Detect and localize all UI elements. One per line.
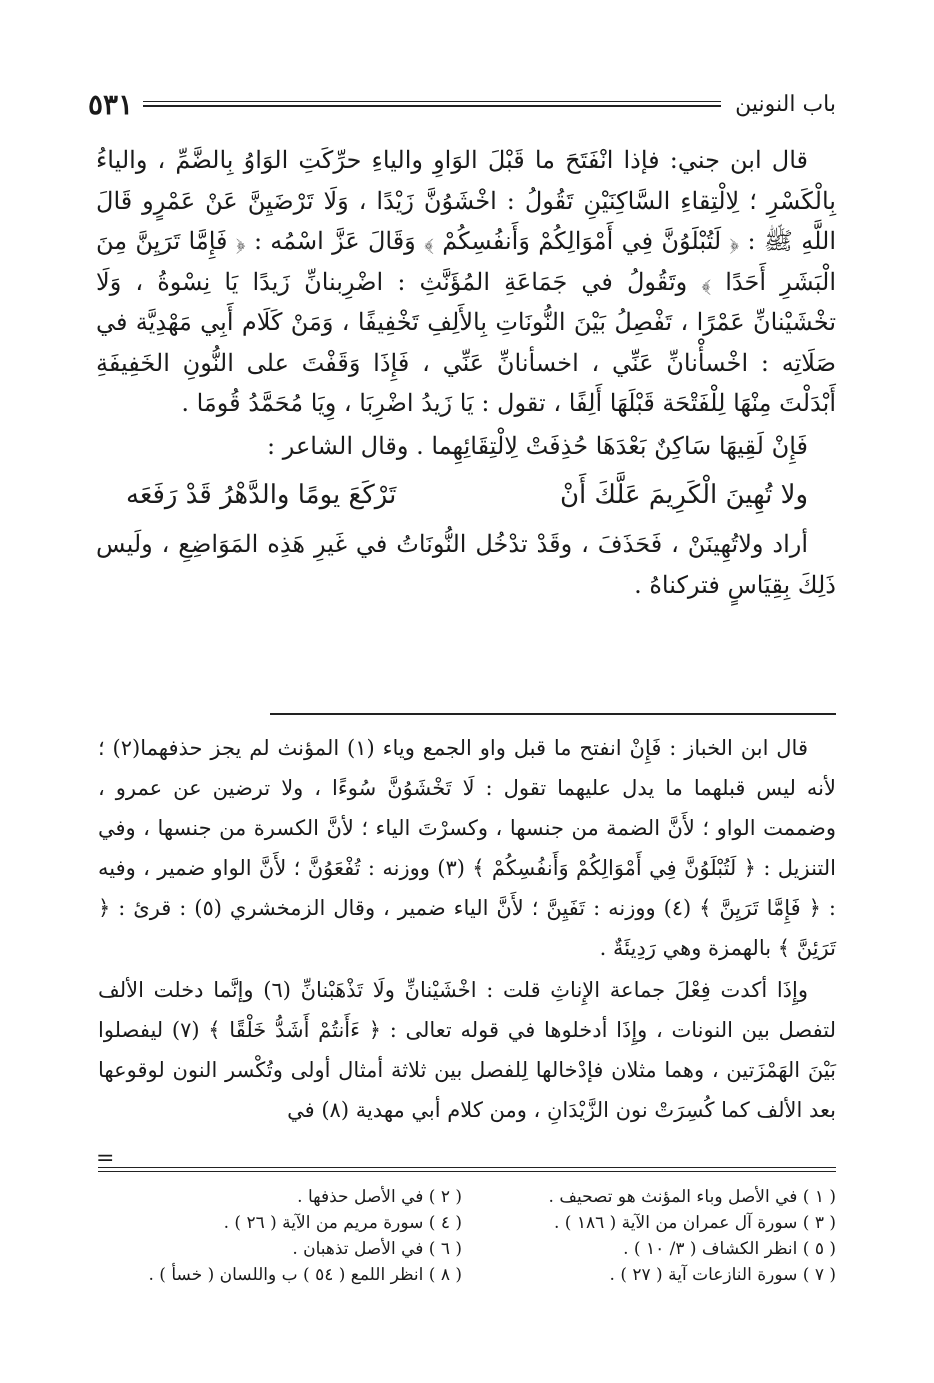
footnote-1: ( ١ ) في الأصل وباء المؤنث هو تصحيف . [548, 1187, 836, 1207]
commentary-paragraph-1: قال ابن الخباز : فَإِنْ انفتح ما قبل واو الجمع وياء (١) المؤنث لم يجز حذفهما(٢) ؛ لأنه ليس قبلهما ما يدل عليهما تقول : لَا تَخْشَوُنَّ سُوءًا ، ولا ترضين عن عمرو ، وضممت الواو ؛ لأَنَّ الضمة من جنسها ، وكسرْتَ الياء ؛ لأنَّ الكسرة من جنسها ، وفي التنزيل : ﴿ لَتُبْلَوُنَّ فِي أَمْوَالِكُمْ وَأَنفُسِكُمْ ﴾ (٣) ووزنه : تُفْعَوُنَّ ؛ لأَنَّ الواو ضمير ، وفيه : ﴿ فَإِمَّا تَرَيِنَّ ﴾ (٤) ووزنه : تَفَيِنَّ ؛ لأَنَّ الياء ضمير ، وقال الزمخشري (٥) : قرئ : ﴿ تَرَئِنَّ ﴾ بالهمزة وهي رَدِيئَةٌ . [98, 736, 836, 960]
page-number: ٥٣١ [88, 87, 134, 121]
verse-first-hemistich: ولا تُهِينَ الْكَرِيمَ عَلَّكَ أَنْ [559, 480, 808, 510]
footnote-3: ( ٣ ) سورة آل عمران من الآية ( ١٨٦ ) . [553, 1213, 836, 1233]
footnote-divider [98, 1167, 836, 1172]
commentary-paragraph-2: وإِذَا أكدت فِعْلَ جماعة الإِناثِ قلت : اخْشَيْنانِّ ولَا تَذْهَبْنانِّ (٦) وإنَّما دخلت الألف لتفصل بين النونات ، وإِذَا أدخلوها في قوله تعالى : ﴿ ءَأَنتُمْ أَشَدُّ خَلْقًا ﴾ (٧) ليفصلوا بَيْنَ الهَمْزَتين ، وهما مثلان فإدْخالها لِلفصل بين ثلاثة أمثال أولى وتُكْسر النون لوقوعها بعد الألف كما كُسِرَتْ نون الزَّيْدَانِ ، ومن كلام أبي مهدية (٨) في [98, 978, 836, 1122]
poetry-verse [96, 468, 836, 522]
continuation-mark: = [96, 1146, 115, 1171]
commentary-text [98, 728, 836, 1130]
main-text [96, 140, 836, 605]
footnote-4: ( ٤ ) سورة مريم من الآية ( ٢٦ ) . [223, 1213, 462, 1233]
footnote-5: ( ٥ ) انظر الكشاف ( ٣/ ١٠ ) . [623, 1239, 836, 1259]
running-header [88, 84, 836, 124]
footnote-2: ( ٢ ) في الأصل حذفها . [297, 1187, 462, 1207]
header-rule [143, 101, 721, 107]
footnotes [108, 1186, 836, 1286]
footnote-8: ( ٨ ) انظر اللمع ( ٥٤ ) ب واللسان ( خسأ ) . [148, 1265, 462, 1285]
verse-second-hemistich: تَرْكَعَ يومًا والدَّهْرُ قَدْ رَفَعَه [126, 480, 397, 510]
footnote-6: ( ٦ ) في الأصل تذهبان . [292, 1239, 462, 1259]
section-divider [270, 713, 836, 715]
main-paragraph-3: أراد ولاتُهِينَنْ ، فَحَذَفَ ، وقَدْ تدْخُل النُّونَاتُ في غَيرِ هَذِه المَوَاضِعِ ، ولَيس ذَلِكَ بِقِيَاسٍ فتركناهُ . [96, 530, 836, 599]
main-paragraph-2: فَإِنْ لَقِيهَا سَاكِنٌ بَعْدَهَا حُذِفَتْ لِالْتِقَائِهِما . وقال الشاعر : [267, 431, 808, 460]
chapter-title: باب النونين [735, 91, 836, 117]
main-paragraph-1: قال ابن جني: فإذا انْفَتَحَ ما قَبْلَ الوَاوِ والياءِ حرِّكَتِ الوَاوُ بِالضَّمِّ ، والياءُ بِالْكَسْرِ ؛ لِالْتِقاءِ السَّاكِنَيْنِ تَقُولُ : اخْشَوُنَّ زَيْدًا ، وَلَا تَرْضَيِنَّ عَنْ عَمْرٍو قَالَ اللَّهِ ﷺ : ﴿ لَتُبْلَوُنَّ فِي أَمْوَالِكُمْ وَأَنفُسِكُمْ ﴾ وَقَالَ عَزَّ اسْمُه : ﴿ فَإِمَّا تَرَيِنَّ مِنَ الْبَشَرِ أَحَدًا ﴾ وتَقُولُ في جَمَاعَةِ المُؤَنَّثِ : اضْرِبنانِّ زَيدًا يَا نِسْوةُ ، وَلَا تخْشَيْنانِّ عَمْرًا ، تَفْصِلُ بَيْنَ النُّونَاتِ بِالأَلِفِ تَخْفِيفًا ، وَمَنْ كَلَام أَبِي مَهْدِيَّة في صَلَاتِه : اخْسأْنانِّ عَنِّي ، اخسأنانِّ عَنِّي ، فَإِذَا وَقَفْتَ على النُّونِ الخَفِيفَةِ أَبْدَلْتَ مِنْهَا لِلْفَتْحَة قَبْلَهَا أَلِفًا ، تقول : يَا زَيدُ اضْرِبَا ، وِيَا مُحَمَّدُ قُومَا . [96, 146, 836, 417]
footnote-7: ( ٧ ) سورة النازعات آية ( ٢٧ ) . [609, 1265, 836, 1285]
